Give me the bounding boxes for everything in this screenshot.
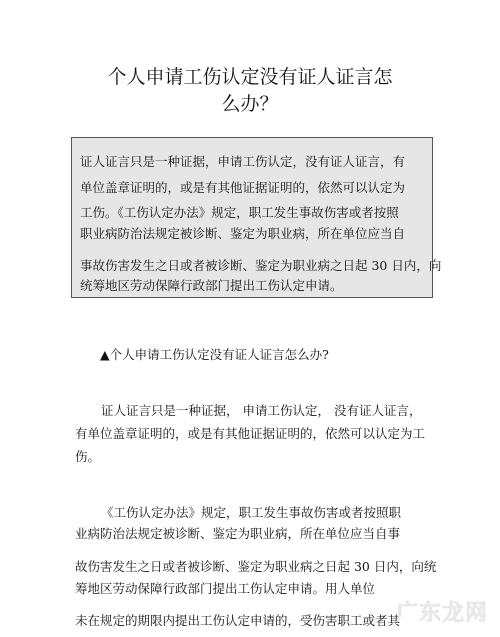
article-title-line-2: 么办？ [221,93,279,115]
watermark-logo: 广东龙网 [395,601,488,626]
paragraph-line: 《工伤认定办法》规定，职工发生事故伤害或者按照职 [101,505,402,520]
paragraph-line: 伤。 [75,449,101,464]
summary-line: 事故伤害发生之日或者被诊断、鉴定为职业病之日起 30 日内，向 [80,258,442,273]
paragraph-line: 证人证言只是一种证据， 申请工伤认定， 没有证人证言， [101,403,422,418]
summary-line: 统筹地区劳动保障行政部门提出工伤认定申请。 [80,278,343,293]
paragraph-line: 业病防治法规定被诊断、鉴定为职业病，所在单位应当自事 [75,526,401,541]
summary-line: 职业病防治法规定被诊断、鉴定为职业病，所在单位应当自 [80,226,406,241]
article-title [60,64,440,118]
summary-box [71,137,442,298]
article-title-line-1: 个人申请工伤认定没有证人证言怎 [107,66,393,88]
paragraph-line: 筹地区劳动保障行政部门提出工伤认定申请。用人单位 [75,581,376,596]
summary-line: 工伤。《工伤认定办法》规定，职工发生事故伤害或者按照 [80,205,399,220]
paragraph-line: 故伤害发生之日或者被诊断、鉴定为职业病之日起 30 日内，向统 [75,559,437,574]
paragraph-line: 未在规定的期限内提出工伤认定申请的，受伤害职工或者其 [75,613,401,628]
summary-line: 单位盖章证明的，或是有其他证据证明的，依然可以认定为 [80,180,406,195]
summary-line: 证人证言只是一种证据，申请工伤认定，没有证人证言，有 [80,154,406,169]
section-heading: ▲个人申请工伤认定没有证人证言怎么办? [100,347,329,362]
paragraph-line: 有单位盖章证明的，或是有其他证据证明的，依然可以认定为工 [75,426,426,441]
